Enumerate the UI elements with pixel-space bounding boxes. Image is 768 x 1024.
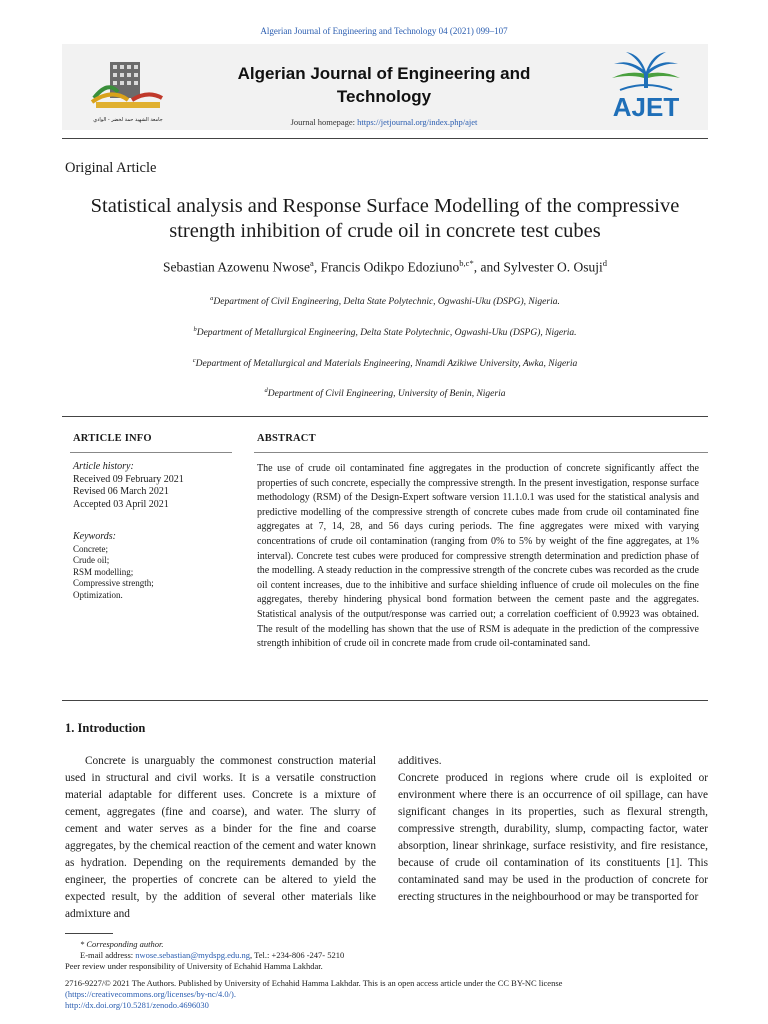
intro-paragraph: Concrete produced in regions where crude oil is exploited or environment where there is an occurrence of oil spillage, can have significant changes in its properties, such as flexural strength, compressive strength, durability, slump, compacting factor, water absorption, linear shrinkage, surface resistivity, and fire resistance, because of crude oil contamination of its constituents [1]. This contaminated sand may be used in the production of concrete for erecting structures in the neighbourhood or may be transported for: [398, 772, 708, 903]
affiliation-text: Department of Civil Engineering, Delta State Polytechnic, Ogwashi-Uku (DSPG), Nigeria.: [213, 297, 560, 308]
article-info-divider: [70, 452, 232, 453]
journal-title-line2: Technology: [336, 87, 432, 106]
accepted-date: Accepted 03 April 2021: [73, 498, 169, 510]
footnote-divider: [65, 933, 113, 934]
homepage-label: Journal homepage:: [290, 117, 358, 127]
author-name: Sylvester O. Osuji: [503, 259, 603, 275]
journal-title: [200, 62, 568, 108]
abstract-divider: [254, 452, 708, 453]
affiliation-sup: d: [264, 387, 268, 394]
author-separator: , and: [473, 259, 504, 275]
history-label: Article history:: [73, 461, 134, 472]
author-name: Sebastian Azowenu Nwose: [163, 259, 311, 275]
author-sup: d: [602, 258, 607, 268]
intro-paragraph: additives.: [398, 755, 442, 767]
author-sup: b,c*: [459, 258, 474, 268]
info-top-divider: [62, 416, 708, 417]
received-date: Received 09 February 2021: [73, 473, 184, 485]
keyword: Compressive strength;: [73, 578, 154, 588]
university-logo-caption: جامعة الشهيد حمة لخضر - الوادي: [93, 117, 163, 123]
affiliation: [62, 387, 708, 399]
doi-line: [65, 1000, 209, 1011]
affiliation: [62, 295, 708, 307]
keywords-block: [73, 531, 233, 601]
author-sup: a: [310, 258, 314, 268]
license-link[interactable]: (https://creativecommons.org/licenses/by-nc/4.0/).: [65, 989, 236, 999]
corresponding-author-note: * Corresponding author.: [80, 939, 164, 949]
ajet-logo-text: AJET: [612, 92, 680, 122]
keywords-label: Keywords:: [73, 531, 116, 542]
affiliation-text: Department of Metallurgical and Materials Engineering, Nnamdi Azikiwe University, Awka, Nigeria: [195, 359, 578, 370]
journal-title-line1: Algerian Journal of Engineering and: [237, 64, 531, 83]
affiliation-sup: c: [192, 357, 196, 364]
revised-date: Revised 06 March 2021: [73, 486, 169, 497]
abstract-heading: ABSTRACT: [257, 433, 316, 444]
citation-line: Algerian Journal of Engineering and Technology 04 (2021) 099–107: [260, 26, 508, 36]
introduction-heading: 1. Introduction: [65, 721, 146, 735]
telephone: , Tel.: +234-806 -247- 5210: [250, 950, 345, 960]
license-url: [65, 989, 236, 1000]
article-title-line1: Statistical analysis and Response Surface Modelling of the compressive: [90, 195, 680, 217]
doi-link[interactable]: http://dx.doi.org/10.5281/zenodo.4696030: [65, 1000, 209, 1010]
article-title: [62, 194, 708, 244]
author-separator: ,: [313, 259, 321, 275]
article-type: Original Article: [65, 160, 157, 176]
email-label: E-mail address:: [80, 950, 136, 960]
peer-review-note: Peer review under responsibility of University of Echahid Hamma Lakhdar.: [65, 961, 323, 971]
license-note: 2716-9227/© 2021 The Authors. Published by University of Echahid Hamma Lakhdar. This is an open access article under the CC BY-NC license: [65, 978, 563, 988]
affiliation: [62, 326, 708, 338]
keyword: RSM modelling;: [73, 566, 134, 577]
email-link[interactable]: nwose.sebastian@mydspg.edu.ng: [135, 950, 251, 960]
author-name: Francis Odikpo Edoziuno: [320, 259, 460, 275]
keyword: Concrete;: [73, 543, 108, 554]
abstract-bottom-divider: [62, 700, 708, 701]
affiliation: [62, 357, 708, 369]
abstract-text: The use of crude oil contaminated fine aggregates in the production of concrete significantly affect the properties of such concrete, especially the compressive strength. In the present investigation, response surface methodology (RSM) of the Design-Expert software version 11.1.0.1 was used for the statistical analysis and predictive modelling of the compressive strength of concrete cubes made from crude oil contaminated fine aggregates at 7, 14, 28, and 56 days curing periods. The fine aggregates were mixed with varying concentrations of crude oil contamination (ranging from 0% to 5% by weight of the fine aggregates, at 1% interval). Concrete test cubes were produced for compressive strength determination and prediction phase of the modelling. A steady reduction in the compressive strength of the concrete cubes was recorded as the crude oil content increases, due to the inhibitive and surface shielding influence of crude oil molecules on the fine aggregates, thereby hindering physical bond formation between the cement paste and the aggregates. Statistical analysis of the output/response was carried out; a correlation coefficient of 0.9923 was obtained. The result of the modelling has shown that the use of RSM is adequate in the prediction of the compressive strength inhibition of crude oil in concrete made from crude oil-contaminated sand.: [257, 463, 699, 650]
article-title-line2: strength inhibition of crude oil in concrete test cubes: [169, 220, 601, 242]
affiliation-sup: b: [193, 326, 197, 333]
university-logo: [88, 52, 168, 124]
journal-homepage: [200, 117, 568, 127]
keyword: Crude oil;: [73, 555, 110, 565]
affiliation-text: Department of Metallurgical Engineering, Delta State Polytechnic, Ogwashi-Uku (DSPG), Nigeria.: [196, 328, 577, 339]
intro-right-column: [398, 753, 708, 906]
affiliation-text: Department of Civil Engineering, University of Benin, Nigeria: [267, 389, 506, 400]
article-info-heading: ARTICLE INFO: [73, 433, 152, 444]
ajet-logo: [600, 50, 692, 122]
author-list: [62, 258, 708, 276]
article-history: [73, 461, 233, 511]
keyword: Optimization.: [73, 589, 123, 600]
contact-line: [80, 950, 344, 961]
homepage-link[interactable]: https://jetjournal.org/index.php/ajet: [357, 117, 478, 127]
header-divider: [62, 138, 708, 139]
affiliation-sup: a: [210, 295, 214, 302]
intro-left-column: Concrete is unarguably the commonest construction material used in structural and civil works. It is a versatile construction material adaptable for different uses. Concrete is a mixture of cement, aggregates (fine and coarse), and water. The slurry of cement and water serves as a binder for the fine and coarse aggregates, by the chemical reaction of the cement and water known as hydration. Depending on the requirements demanded by the engineer, the properties of concrete can be altered to yield the expected result, by the addition of several other materials like admixture and: [65, 755, 376, 920]
